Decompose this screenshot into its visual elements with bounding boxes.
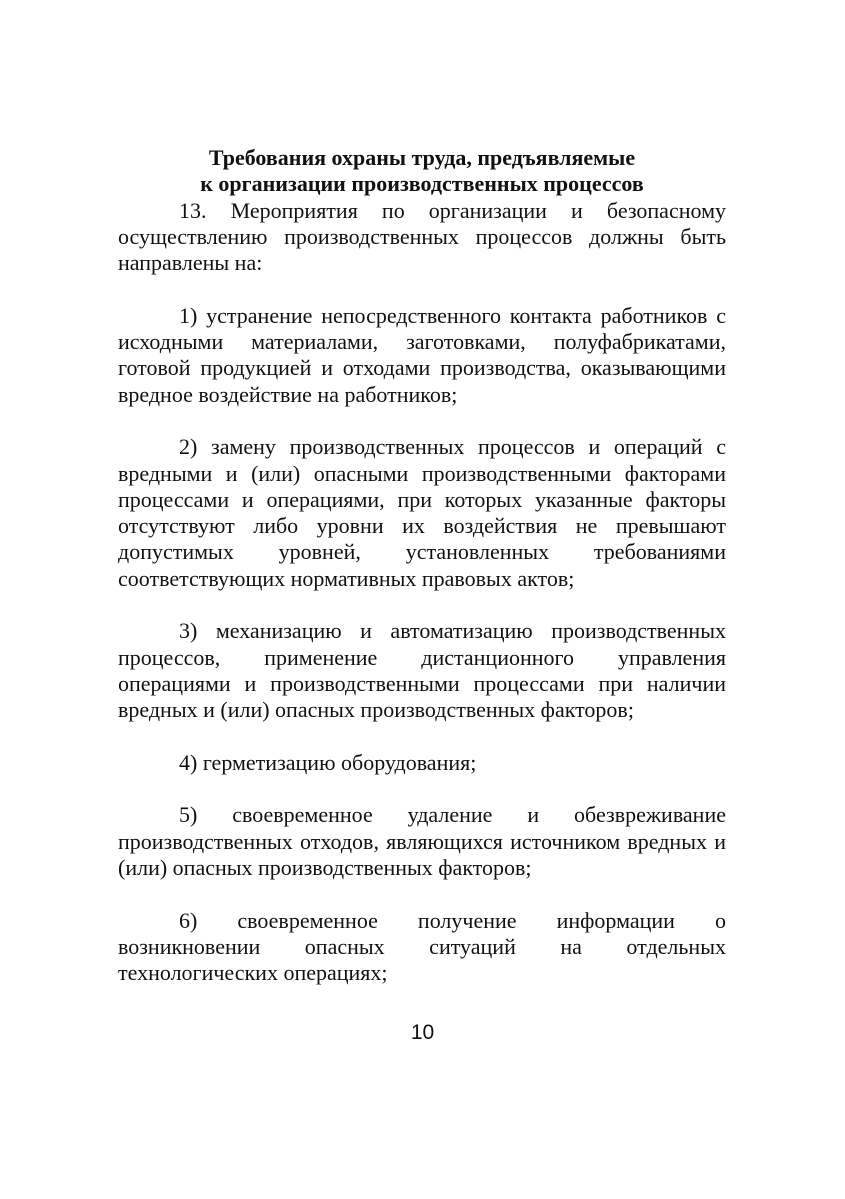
list-item-1: 1) устранение непосредственного контакта работников с исходными материалами, заготовками, полуфабрикатами, готовой продукцией и отходами производства, оказывающими вредное воздействие на работников; bbox=[118, 302, 726, 407]
section-title-line-1: Требования охраны труда, предъявляемые bbox=[208, 145, 636, 170]
paragraph-gap bbox=[118, 776, 726, 802]
page-number: 10 bbox=[410, 1021, 435, 1044]
section-title-line-2: к организации производственных процессов bbox=[200, 171, 644, 197]
paragraph-gap bbox=[118, 276, 726, 302]
document-body bbox=[118, 145, 726, 987]
paragraph-gap bbox=[118, 724, 726, 750]
list-item-6: 6) своевременное получение информации о возникновении опасных ситуаций на отдельных технологических операциях; bbox=[118, 907, 726, 986]
intro-paragraph: 13. Мероприятия по организации и безопасному осуществлению производственных процессов должны быть направлены на: bbox=[118, 197, 726, 276]
list-item-4: 4) герметизацию оборудования; bbox=[179, 749, 477, 775]
list-item-3: 3) механизацию и автоматизацию производственных процессов, применение дистанционного управления операциями и производственными процессами при наличии вредных и (или) опасных производственных факторов; bbox=[118, 618, 726, 723]
list-item-5: 5) своевременное удаление и обезвреживание производственных отходов, являющихся источником вредных и (или) опасных производственных факторов; bbox=[118, 802, 726, 881]
paragraph-gap bbox=[118, 592, 726, 618]
paragraph-gap bbox=[118, 408, 726, 434]
list-item-2: 2) замену производственных процессов и операций с вредными и (или) опасными производственными факторами процессами и операциями, при которых указанные факторы отсутствуют либо уровни их воздействия не превышают допустимых уровней, установленных требованиями соответствующих нормативных правовых актов; bbox=[118, 434, 726, 591]
section-title bbox=[118, 145, 726, 198]
paragraph-gap bbox=[118, 881, 726, 907]
